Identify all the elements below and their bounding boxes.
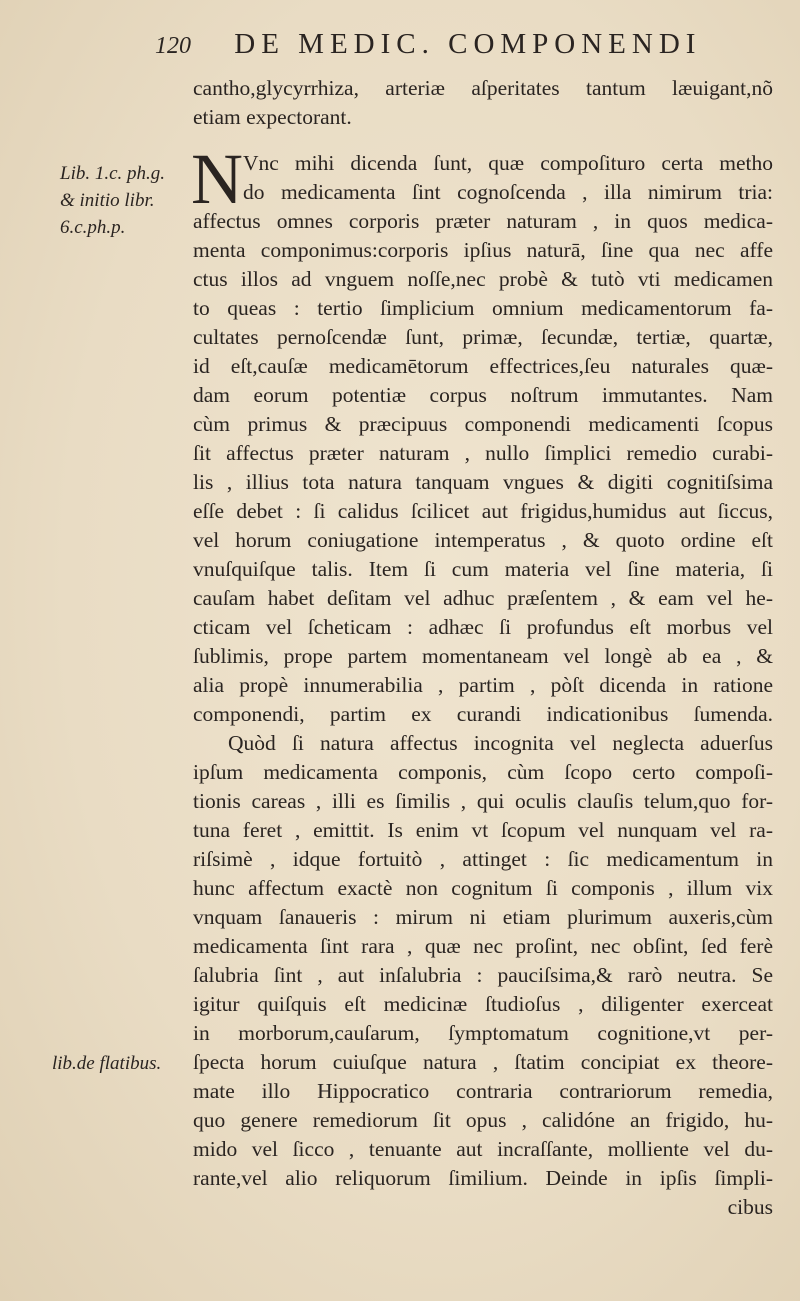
- text-line: alia propè innumerabilia , partim , pòſt dicenda in ratione: [193, 673, 773, 697]
- page-number: 120: [155, 33, 191, 59]
- text-line: ſit affectus præter naturam , nullo ſimplici remedio curabi-: [193, 441, 773, 465]
- text-line: rante,vel alio reliquorum ſimilium. Deinde in ipſis ſimpli-: [193, 1166, 773, 1190]
- text-line: igitur quiſquis eſt medicinæ ſtudioſus , diligenter exerceat: [193, 992, 773, 1016]
- text-line: vnquam ſanaueris : mirum ni etiam plurimum auxeris,cùm: [193, 905, 773, 929]
- marginal-note: 6.c.ph.p.: [60, 217, 126, 238]
- text-line: cùm primus & præcipuus componendi medicamenti ſcopus: [193, 412, 773, 436]
- text-line: in morborum,cauſarum, ſymptomatum cognitione,vt per-: [193, 1021, 773, 1045]
- text-line: hunc affectum exactè non cognitum ſi componis , illum vix: [193, 876, 773, 900]
- text-line: vnuſquiſque talis. Item ſi cum materia vel ſine materia, ſi: [193, 557, 773, 581]
- drop-cap: N: [191, 139, 243, 219]
- text-line: ſalubria ſint , aut inſalubria : pauciſsima,& rarò neutra. Se: [193, 963, 773, 987]
- text-line: dam eorum potentiæ corpus noſtrum immutantes. Nam: [193, 383, 773, 407]
- text-line: tuna feret , emittit. Is enim vt ſcopum vel nunquam vel ra-: [193, 818, 773, 842]
- text-line: do medicamenta ſint cognoſcenda , illa nimirum tria:: [243, 180, 773, 204]
- text-line: Vnc mihi dicenda ſunt, quæ compoſituro certa metho: [243, 151, 773, 175]
- marginal-note: & initio libr.: [60, 190, 155, 211]
- text-line: menta componimus:corporis ipſius naturā, ſine qua nec affe: [193, 238, 773, 262]
- text-line: lis , illius tota natura tanquam vngues & digiti cognitiſsima: [193, 470, 773, 494]
- text-line: cantho,glycyrrhiza, arteriæ aſperitates tantum læuigant,nõ: [193, 76, 773, 100]
- text-line: mate illo Hippocratico contraria contrariorum remedia,: [193, 1079, 773, 1103]
- text-line: ipſum medicamenta componis, cùm ſcopo certo compoſi-: [193, 760, 773, 784]
- text-line: vel horum coniugatione intemperatus , & quoto ordine eſt: [193, 528, 773, 552]
- text-line: cultates pernoſcendæ ſunt, primæ, ſecundæ, tertiæ, quartæ,: [193, 325, 773, 349]
- text-line: ſublimis, prope partem momentaneam vel longè ab ea , &: [193, 644, 773, 668]
- text-line: mido vel ſicco , tenuante aut incraſſante, molliente vel du-: [193, 1137, 773, 1161]
- text-line: quo genere remediorum ſit opus , calidóne an frigido, hu-: [193, 1108, 773, 1132]
- text-line: affectus omnes corporis præter naturam , in quos medica-: [193, 209, 773, 233]
- text-line: eſſe debet : ſi calidus ſcilicet aut frigidus,humidus aut ſiccus,: [193, 499, 773, 523]
- running-title: DE MEDIC. COMPONENDI: [234, 28, 702, 60]
- text-line: cauſam habet deſitam vel adhuc præſentem , & eam vel he-: [193, 586, 773, 610]
- text-line: componendi, partim ex curandi indicationibus ſumenda.: [193, 702, 773, 726]
- text-line: riſsimè , idque fortuitò , attinget : ſic medicamentum in: [193, 847, 773, 871]
- text-line: tionis careas , illi es ſimilis , qui oculis clauſis telum,quo for-: [193, 789, 773, 813]
- running-head: [155, 28, 775, 68]
- text-line: id eſt,cauſæ medicamētorum effectrices,ſeu naturales quæ-: [193, 354, 773, 378]
- marginal-note: Lib. 1.c. ph.g.: [60, 163, 166, 184]
- text-line: Quòd ſi natura affectus incognita vel neglecta aduerſus: [228, 731, 773, 755]
- text-line: ctus illos ad vnguem noſſe,nec probè & tutò vti medicamen: [193, 267, 773, 291]
- text-line: etiam expectorant.: [193, 105, 352, 129]
- marginal-note: lib.de flatibus.: [52, 1053, 162, 1074]
- text-line: cticam vel ſcheticam : adhæc ſi profundus eſt morbus vel: [193, 615, 773, 639]
- catchword: cibus: [727, 1195, 773, 1219]
- text-line: to queas : tertio ſimplicium omnium medicamentorum fa-: [193, 296, 773, 320]
- text-line: medicamenta ſint rara , quæ nec proſint, nec obſint, ſed ferè: [193, 934, 773, 958]
- text-line: ſpecta horum cuiuſque natura , ſtatim concipiat ex theore-: [193, 1050, 773, 1074]
